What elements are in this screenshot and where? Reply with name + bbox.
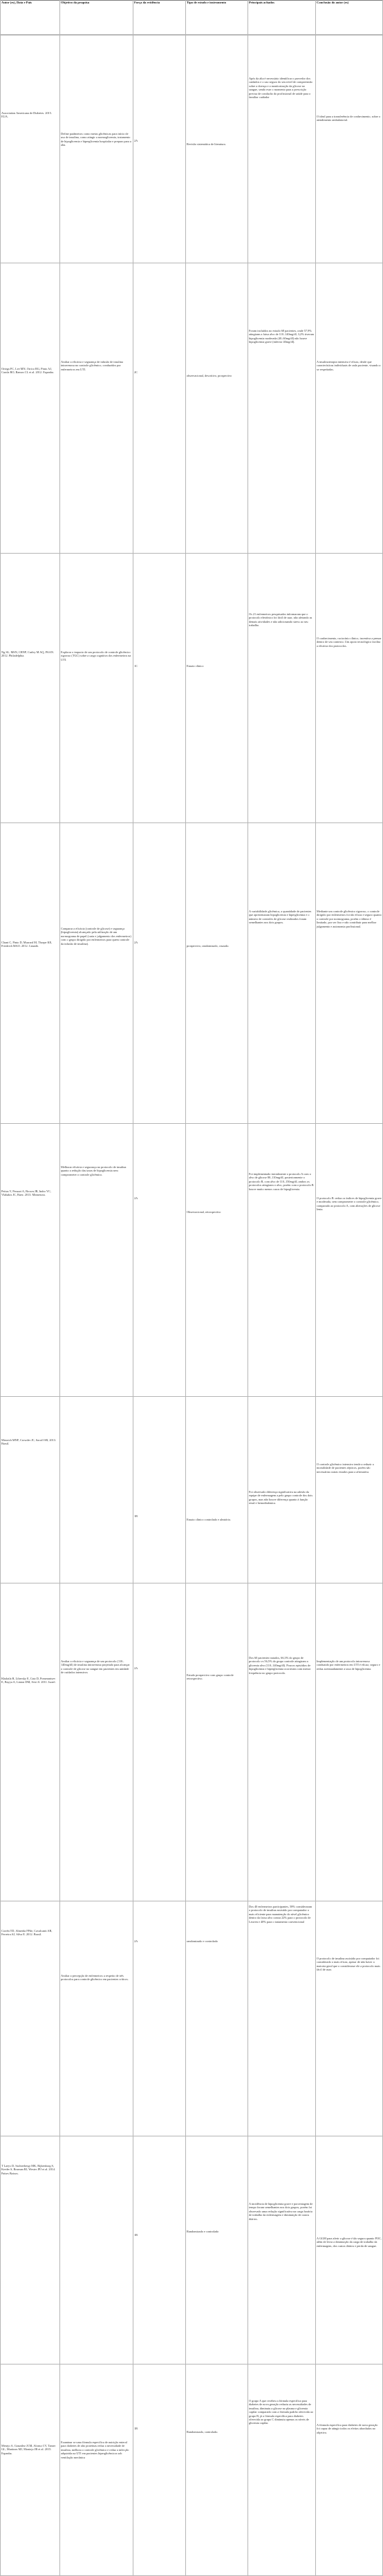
column-divider — [315, 0, 316, 2576]
row-divider — [0, 0, 383, 1]
conclusion-cell: Implementação de um protocolo intravenoso conduzido por enfermeiros em UTI é eficaz, seguro e reduz acentuadamente a taxa de hipoglicemia. — [317, 1660, 380, 1671]
study-type-cell: Observacional, retrospectivo — [187, 1210, 221, 1214]
study-type-cell: randomizado e controlado — [187, 1939, 218, 1943]
objective-cell — [59, 1396, 133, 1583]
column-divider — [0, 0, 1, 2576]
findings-cell: A incidência de hipoglicemia grave e porcentagem de tempo foram semelhantes nos dois grupos, porém foi observado uma redução significativa na carga horária de trabalho da enfermagem e diminuição de custos diários. — [249, 2202, 313, 2221]
findings-cell: Foi implementado inicialmente o protocolo A com o alvo de glicose 80–110mg/dl, posteriormente o protocolo B, com alvo de 110–150mg/dl, ambos os protocolos atingiram o alvo, porém com o protocolo B houve muito menos casos de hipoglicemia. — [249, 1172, 314, 1191]
evidence-cell: 1B — [134, 1514, 138, 1518]
evidence-cell: 2A — [134, 1666, 138, 1670]
conclusion-cell: A fórmula específica para diabetes de nova geração foi capaz de atingir todos os efeitos abordados no objetivo. — [317, 2423, 378, 2434]
objective-cell — [59, 2136, 133, 2364]
conclusion-cell: O ideal para a transferência de conhecimento, sobre o atendimento ambulatorial. — [317, 115, 381, 122]
evidence-cell: 1B — [134, 2427, 138, 2430]
header-findings: Principais achados — [249, 1, 274, 4]
evidence-cell: 2A — [134, 139, 138, 142]
objective-cell: Comparar a eficácia (controle de glicose) e segurança (hipoglicemia) alcançado pela utilização de um normograma de papel (carta e julgamento dos enfermeiros) com o grupo dirigido por enfermeiros para quem controle da infusão de insulina). — [61, 927, 131, 946]
header-author: Autor (es), Data e País — [1, 1, 32, 4]
findings-cell: Após da alta é necessário identificar o provedor dos cuidados e o uso seguro do seu nível de compreensão sobre a doença e a monitorização da glicose no sangue, sendo esse o momento para a prescrição precisa de conducão do profissional de saúde para o familiar cuidador — [249, 77, 312, 100]
column-divider — [247, 0, 248, 2576]
objective-cell: Avaliar a eficácia e segurança de um protocolo (110–140mg/dl) de insulina intravenosa projetado para alcançar o controle de glicose no sangue em pacientes em unidade de cuidados intensivos — [61, 1660, 130, 1675]
conclusion-cell: O protocolo B: reduz os índices de hipoglicemia grave e moderada, sem comprometer o controle glicêmico, comparado ao protocolo A, com alterações de glicose lenta. — [317, 1196, 382, 1212]
objective-cell: Explorar o impacto de um protocolo de controle glicêmico rigoroso (TGC) sobre a carga cognitiva dos enfermeiros na UTI. — [61, 650, 131, 661]
study-type-cell: Ensaio clínico — [187, 664, 204, 668]
evidence-cell: 1B — [134, 2233, 138, 2237]
study-type-cell: Ensaio clínico controlado e aleatório. — [187, 1518, 232, 1521]
study-type-cell: Estudo prospectivo com grupo controle retrospectivo. — [187, 1673, 234, 1681]
objective-cell: Melhorar eficácia e segurança no protocolo de insulina quanto a redução das taxas de hipoglicemia sem comprometer o controle glicêmico. — [61, 1165, 127, 1176]
conclusion-cell: A GGM para aferir a glicose é tão segura quanto POC, além de levar a diminuição da carga de trabalho da enfermagem, dos custos diários e perda de sangue. — [317, 2237, 382, 2248]
conclusion-cell: O conhecimento, raciocínio clínico, incentiva a pensar dentro de seu contexto. Um apoio tecnológico facilita a eficácia dos protocolos. — [317, 637, 382, 648]
study-type-cell: prospectivo, randomizado, cruzado. — [187, 944, 230, 948]
author-cell: Ng SL, MSN, CRNP, Curley M AQ, PAAN. 2012. Philadelphia. — [1, 650, 55, 658]
row-divider — [0, 553, 383, 554]
study-type-cell: Randomizado, controlado. — [187, 2430, 218, 2434]
findings-cell: A variabilidade glicêmica, a quantidade de pacientes que apresentaram hipoglicemia e hiperglicemia e o número de controles de glicose realizados foram semelhantes nos dois grupos. — [249, 910, 312, 925]
author-cell: Corrêa TD, Almeida FPde, Cavalcanti AB, Ferreira AJ, Silva E. 2012. Brasil. — [1, 1929, 53, 1937]
evidence-cell: 2A — [134, 941, 138, 944]
findings-cell: Foram incluídos no estudo 68 pacientes, onde 57,9% atingiram a faixa alvo de 110–140mg/dl, 3,2% tiveram hipoglicemia moderada (40–60mg/dl) não houve hipoglicemia grave (inferior 40mg/dl). — [249, 329, 314, 344]
objective-cell: Avaliar a eficácia e segurança de infusão de insulina intravenosa no controle glicêmico, conduzidos por enfermeiros em UTI. — [61, 360, 123, 371]
author-cell: T Laeys D, Sachterbergr MK, Rijkenborg S, Kreder S, Bosman RJ, Wester JPJ et al. 2014. Países Baixos. — [1, 2164, 56, 2175]
author-cell: Association Americana de Diabetes. 2015. EUA. — [1, 111, 53, 119]
study-type-cell: Revisão sistemática de literatura. — [187, 142, 226, 146]
findings-cell: Os 21 enfermeiros pesquisados informaram que o protocolo eletrônico foi fácil de usar, não afetando as demais atividades e não adicionando stress ao seu trabalho. — [249, 612, 312, 628]
author-cell: Khalaila R, Libersky E, Catz D, Pomerantsev E, Bayya A, Linton DM, Sviri S. 2011. Israel. — [1, 1677, 56, 1684]
header-evidence: Força da evidência — [134, 1, 160, 4]
column-divider — [59, 0, 60, 2576]
author-cell: Pettus V, Peruzzi A, Brown JB, Indro YC, Vlahakis JC, Baez. 2013. Minnesota. — [1, 1190, 51, 1197]
header-conclusion: Conclusão do autor (es) — [317, 1, 349, 4]
column-divider — [185, 0, 186, 2576]
header-objective: Objetivo da pesquisa — [61, 1, 90, 4]
objective-cell: Examinar se uma fórmula específica de nutrição enteral para diabetes de alto proteínas reduz a necessidade de insulina, melhora o controle glicêmico e reduz a infecção adquirida na UTI em pacientes hiperglicêmicos sob ventilação mecânica — [61, 2441, 129, 2459]
author-cell: Ortega FC, Lee MN, Orrico RG, Pinto AJ, Carola RO, Ramos CL et al. 2012. Espanha. — [1, 367, 54, 375]
author-cell: Chant C, Pinto D, Murrard M, Thorpe KE, Friedrich MAO. 2012. Canadá. — [1, 941, 53, 948]
objective-cell: Define parâmetros como metas glicêmicas para início de uso de insulina, como atingir a normoglicemia, tratamento de hipoglicemia e hiperglicemia hospitalar e preparo para a alta. — [61, 132, 131, 147]
study-type-cell: Randomizado e controlado — [187, 2230, 219, 2233]
conclusion-cell: O protocolo de insulina assistido por computador foi considerado o mais eficaz, apesar de não haver a maioria geral que o considerasse ele a protocolo mais fácil de usar. — [317, 1957, 380, 1972]
header-study-type: Tipo de estudo e instrumento — [187, 1, 227, 4]
objective-cell: Avaliar a percepção de enfermeiros a respeito de três protocolos para controle glicêmico em pacientes críticos. — [61, 1974, 129, 1982]
conclusion-cell: A insulinoterapia intensiva é eficaz, desde que características individuais de cada paciente, visando a se respeitadas. — [317, 360, 381, 371]
conclusion-cell: Mediante um controle glicêmico rigoroso, o controle dirigido por enfermeiros foi tão eficaz e seguro quanto o controle por normograma, porém o último é limitado, por ser fixo e não contribuir para melhor julgamento e autonomia profissional. — [317, 910, 382, 928]
findings-cell: O grupo A que recebeu a fórmula específica para diabetes de nova geração reduziu as necessidades de insulina, diminuiu a glicose no plasma e glicemia capilar comparado com a fórmula padrão oferecida ao grupo B, já a fórmula específica para diabetes oferecida ao grupo C diminuiu apenas os níveis de glicemia capilar. — [249, 2399, 313, 2425]
evidence-cell: 2A — [134, 1939, 138, 1943]
findings-cell: Foi observado diferença significativa na adesão da equipe de enfermagem a pelo grupo controle dos dois grupos, mas não houve diferença quanto à função renal e hemodinâmica. — [249, 1490, 313, 1505]
evidence-cell: 2C — [134, 370, 138, 374]
row-divider — [0, 1396, 383, 1397]
findings-cell: Dos 60 pacientes tratados, 66,3% do grupo de protocolo vs 56,5% do grupo controle atingiram a glicemia alvo (110–140mg/dl). Poucos episódios de hipoglicemia e hiperglicemia ocorreram com menor frequência no grupo protocolo. — [249, 1656, 311, 1675]
evidence-cell: 1C — [134, 664, 138, 668]
row-divider — [0, 2364, 383, 2365]
study-type-cell: observacional, descritivo, prospectivo — [187, 374, 232, 377]
author-cell: Mesejo A, González JCM, Alonso CV, Tamer GL, Martinez MJ, Montejo JB et al. 2015. Espanha. — [1, 2444, 56, 2455]
evidence-cell: 2A — [134, 1196, 138, 1200]
findings-cell: Dos 40 enfermeiros participantes, 58% consideraram o protocolo de insulina assistido por computador o mais eficiente para manutenção do nível glicêmico dentro da faixa alvo contra 22% para o protocolo de Leuven e 40% para o tratamento convencional — [249, 1905, 312, 1924]
conclusion-cell: O controle glicêmico intensivo tende a reduzir a mortalidade de pacientes sépticos, porém são necessárias outras estudos para a afirmativa. — [317, 1463, 374, 1474]
row-divider — [0, 822, 383, 823]
row-divider — [0, 1123, 383, 1124]
author-cell: Mezzich MNF, Crowder JC, Sacoff SR, 2013. Brasil. — [1, 1438, 57, 1446]
